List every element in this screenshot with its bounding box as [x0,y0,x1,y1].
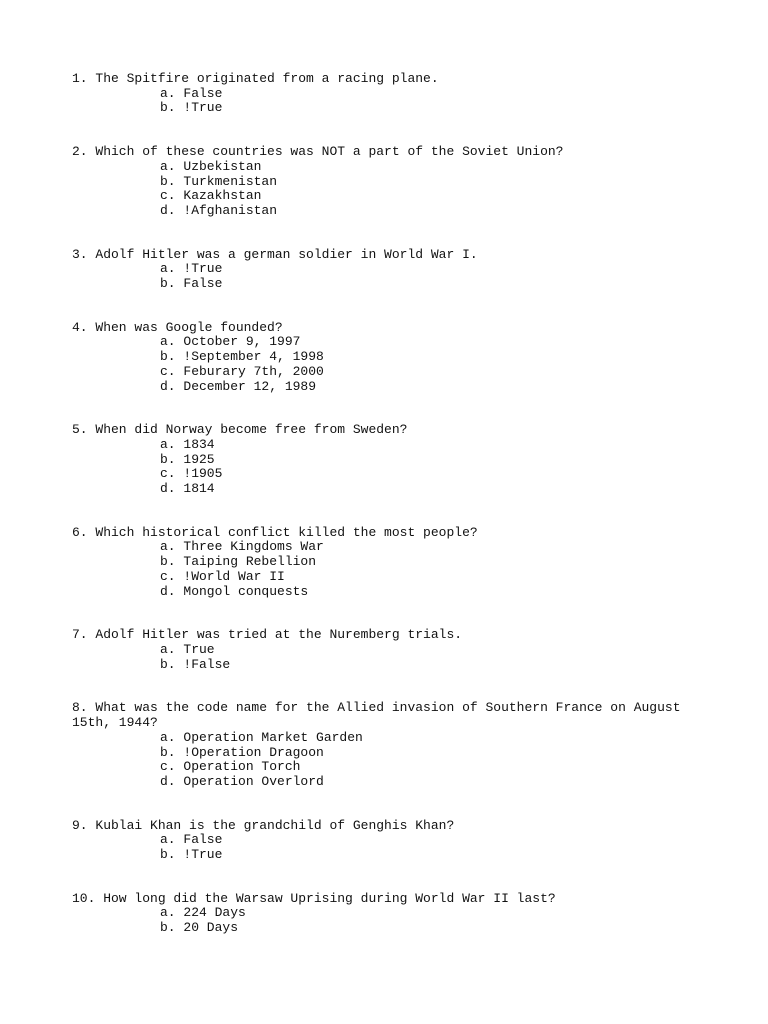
answer-option: c. Operation Torch [160,759,301,775]
answer-options [72,643,692,672]
answer-option: d. 1814 [160,481,215,497]
answer-options [72,335,692,394]
question-block [72,321,692,395]
quiz-document [72,72,692,965]
question-text: 7. Adolf Hitler was tried at the Nuremberg trials. [72,627,463,643]
question-block [72,423,692,497]
question-text: 8. What was the code name for the Allied invasion of Southern France on August 15th, 1944? [72,700,681,731]
answer-option: a. False [160,832,223,848]
answer-option: b. 20 Days [160,920,239,936]
answer-option: c. Feburary 7th, 2000 [160,363,324,379]
answer-option: b. !September 4, 1998 [160,349,324,365]
answer-option: c. Kazakhstan [160,188,262,204]
answer-option: b. 1925 [160,451,215,467]
answer-option: a. False [160,85,223,101]
answer-option: a. October 9, 1997 [160,334,301,350]
question-text: 4. When was Google founded? [72,319,283,335]
answer-options [72,262,692,291]
question-block [72,628,692,672]
answer-option: b. !False [160,656,231,672]
answer-option: d. December 12, 1989 [160,378,317,394]
question-block [72,701,692,789]
answer-options [72,438,692,497]
answer-option: c. !1905 [160,466,223,482]
answer-option: a. !True [160,261,223,277]
answer-option: a. Operation Market Garden [160,729,363,745]
answer-options [72,906,692,935]
answer-options [72,833,692,862]
answer-option: b. !True [160,100,223,116]
answer-option: b. !Operation Dragoon [160,744,324,760]
answer-option: a. 224 Days [160,905,246,921]
question-block [72,72,692,116]
answer-option: d. !Afghanistan [160,202,278,218]
answer-option: d. Operation Overlord [160,773,324,789]
answer-options [72,540,692,599]
answer-option: c. !World War II [160,568,285,584]
question-text: 3. Adolf Hitler was a german soldier in World War I. [72,246,478,262]
question-block [72,145,692,219]
answer-option: d. Mongol conquests [160,583,309,599]
answer-option: a. Uzbekistan [160,158,262,174]
question-block [72,819,692,863]
answer-options [72,160,692,219]
question-block [72,892,692,936]
answer-option: b. !True [160,847,223,863]
answer-option: b. False [160,276,223,292]
question-block [72,248,692,292]
question-text: 10. How long did the Warsaw Uprising during World War II last? [72,890,556,906]
question-text: 5. When did Norway become free from Sweden? [72,422,408,438]
answer-option: b. Taiping Rebellion [160,554,317,570]
answer-options [72,731,692,790]
question-text: 2. Which of these countries was NOT a part of the Soviet Union? [72,144,564,160]
answer-option: a. Three Kingdoms War [160,539,324,555]
question-block [72,526,692,600]
question-text: 6. Which historical conflict killed the most people? [72,524,478,540]
answer-option: a. True [160,641,215,657]
answer-option: a. 1834 [160,436,215,452]
answer-option: b. Turkmenistan [160,173,278,189]
question-text: 1. The Spitfire originated from a racing plane. [72,71,439,86]
question-text: 9. Kublai Khan is the grandchild of Genghis Khan? [72,817,455,833]
answer-options [72,87,692,116]
